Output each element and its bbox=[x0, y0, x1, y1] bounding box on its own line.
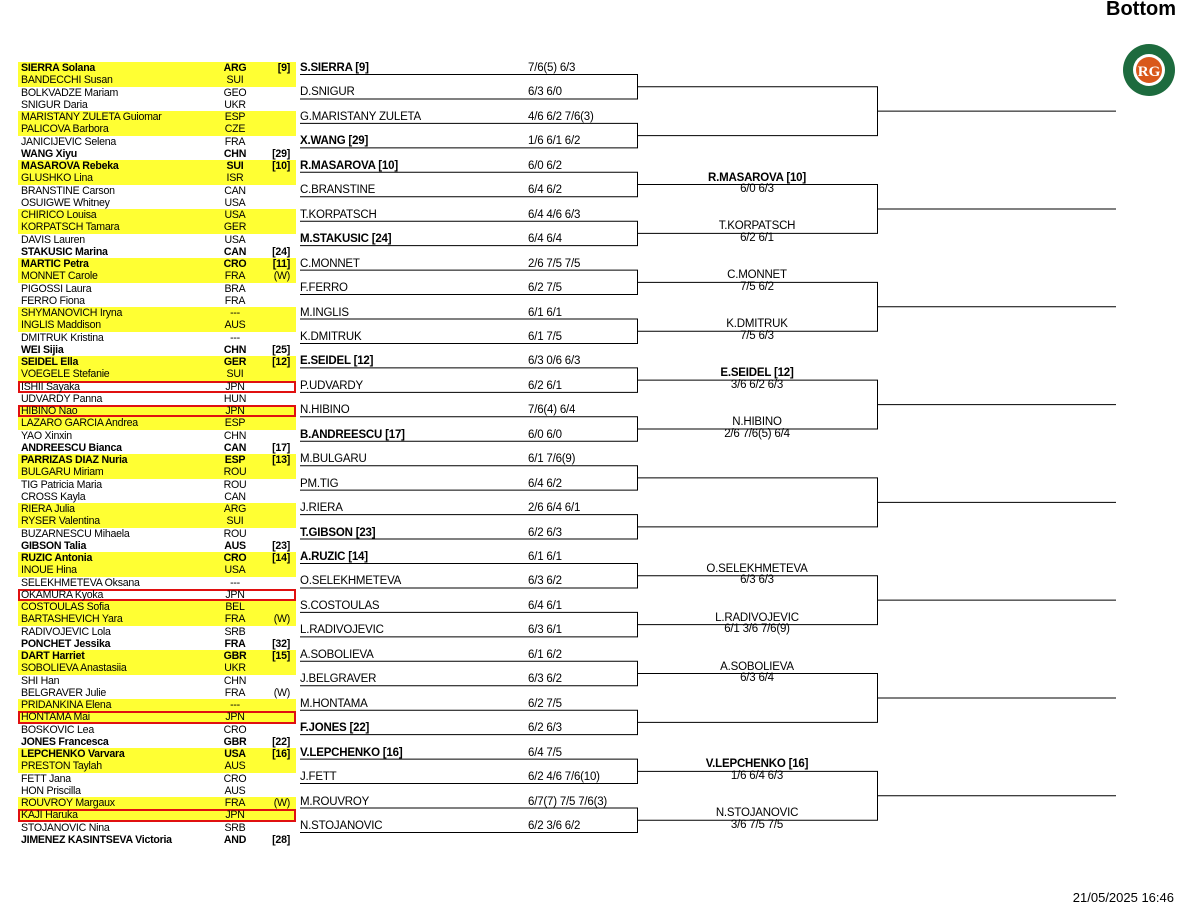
player-nationality: GER bbox=[223, 356, 247, 368]
player-name: OSUIGWE Whitney bbox=[21, 196, 110, 209]
round1-score: 6/3 6/2 bbox=[528, 673, 562, 686]
player-nationality: ARG bbox=[223, 62, 247, 74]
round1-score: 1/6 6/1 6/2 bbox=[528, 135, 581, 148]
player-seed: (W) bbox=[273, 686, 290, 699]
round2-player: E.SEIDEL [12] bbox=[720, 367, 794, 380]
round1-score: 6/4 7/5 bbox=[528, 746, 562, 759]
round2-entry bbox=[638, 564, 876, 587]
round1-entry bbox=[300, 796, 637, 808]
round1-player: C.MONNET bbox=[300, 257, 360, 270]
player-name: BULGARU Miriam bbox=[21, 466, 104, 479]
round1-player: F.JONES [22] bbox=[300, 722, 370, 735]
player-nationality: CAN bbox=[223, 441, 247, 454]
player-name: LAZARO GARCIA Andrea bbox=[21, 417, 138, 430]
player-seed: [25] bbox=[272, 343, 290, 356]
player-nationality: USA bbox=[224, 209, 246, 221]
round1-entry bbox=[300, 233, 637, 245]
round1-score: 6/2 6/3 bbox=[528, 722, 562, 735]
round1-entry bbox=[300, 453, 637, 465]
round2-entry bbox=[638, 221, 876, 244]
player-seed: [16] bbox=[272, 748, 290, 760]
round2-score: 2/6 7/6(5) 6/4 bbox=[724, 427, 790, 440]
player-name: JONES Francesca bbox=[21, 735, 109, 748]
player-name: BRANSTINE Carson bbox=[21, 184, 115, 197]
player-nationality: SRB bbox=[224, 821, 246, 834]
player-nationality: ESP bbox=[224, 417, 246, 430]
player-nationality: FRA bbox=[224, 686, 246, 699]
player-nationality: JPN bbox=[225, 809, 245, 822]
player-name: MASAROVA Rebeka bbox=[21, 160, 119, 172]
player-nationality: ROU bbox=[223, 478, 247, 491]
player-name: SOBOLIEVA Anastasiia bbox=[21, 662, 127, 675]
round1-player: V.LEPCHENKO [16] bbox=[300, 746, 403, 759]
player-nationality: CHN bbox=[223, 147, 247, 160]
player-nationality: --- bbox=[230, 576, 240, 589]
player-seed: [23] bbox=[272, 539, 290, 552]
player-nationality: UKR bbox=[224, 98, 246, 111]
player-nationality: ISR bbox=[226, 172, 244, 185]
round1-player: R.MASAROVA [10] bbox=[300, 159, 398, 172]
player-name: INOUE Hina bbox=[21, 564, 77, 577]
player-nationality: FRA bbox=[224, 294, 246, 307]
player-seed: [22] bbox=[272, 735, 290, 748]
round1-score: 6/0 6/2 bbox=[528, 159, 562, 172]
round1-entry bbox=[300, 600, 637, 612]
player-name: PALICOVA Barbora bbox=[21, 123, 109, 136]
player-name: YAO Xinxin bbox=[21, 429, 72, 442]
player-name: RIERA Julia bbox=[21, 503, 75, 515]
player-nationality: ROU bbox=[223, 527, 247, 540]
player-name: ROUVROY Margaux bbox=[21, 797, 115, 809]
player-nationality: SUI bbox=[226, 160, 244, 172]
round1-player: X.WANG [29] bbox=[300, 135, 369, 148]
round1-player: L.RADIVOJEVIC bbox=[300, 624, 384, 637]
player-nationality: AUS bbox=[224, 784, 246, 797]
round1-entry bbox=[300, 404, 637, 416]
round1-player: P.UDVARDY bbox=[300, 379, 363, 392]
round2-player: R.MASAROVA [10] bbox=[708, 171, 806, 184]
round1-score: 6/1 7/6(9) bbox=[528, 453, 576, 466]
player-name: JIMENEZ KASINTSEVA Victoria bbox=[21, 833, 172, 846]
round1-player: A.RUZIC [14] bbox=[300, 551, 368, 563]
round1-score: 7/6(4) 6/4 bbox=[528, 404, 576, 417]
round1-score: 6/4 6/4 bbox=[528, 233, 562, 246]
player-nationality: FRA bbox=[224, 135, 246, 148]
player-nationality: USA bbox=[224, 564, 246, 577]
round1-player: PM.TIG bbox=[300, 477, 339, 490]
round1-score: 6/2 7/5 bbox=[528, 282, 562, 295]
player-nationality: SUI bbox=[226, 368, 244, 381]
round2-player: N.HIBINO bbox=[732, 416, 782, 429]
player-nationality: GBR bbox=[223, 735, 247, 748]
player-name: KAJI Haruka bbox=[21, 809, 78, 822]
player-name: HONTAMA Mai bbox=[21, 711, 90, 724]
player-nationality: USA bbox=[224, 748, 246, 760]
player-nationality: CRO bbox=[223, 258, 247, 270]
round1-score: 6/2 6/3 bbox=[528, 526, 562, 539]
player-name: INGLIS Maddison bbox=[21, 319, 101, 332]
round2-score: 3/6 6/2 6/3 bbox=[730, 378, 784, 391]
player-nationality: USA bbox=[224, 233, 246, 246]
player-seed: [13] bbox=[272, 454, 290, 466]
round1-entry bbox=[300, 698, 637, 710]
player-name: KORPATSCH Tamara bbox=[21, 221, 120, 234]
round1-player: M.HONTAMA bbox=[300, 697, 368, 710]
round1-player: M.ROUVROY bbox=[300, 795, 370, 808]
player-nationality: CAN bbox=[224, 490, 246, 503]
player-name: VOEGELE Stefanie bbox=[21, 368, 110, 381]
round2-score: 6/1 3/6 7/6(9) bbox=[724, 623, 790, 636]
player-nationality: JPN bbox=[225, 405, 245, 417]
round1-entry bbox=[300, 355, 637, 367]
player-seed: [17] bbox=[272, 441, 290, 454]
player-name: DAVIS Lauren bbox=[21, 233, 85, 246]
player-name: STAKUSIC Marina bbox=[21, 245, 108, 258]
player-name: SNIGUR Daria bbox=[21, 98, 88, 111]
round2-player: N.STOJANOVIC bbox=[715, 807, 799, 820]
player-name: PIGOSSI Laura bbox=[21, 282, 92, 295]
round1-score: 6/1 7/5 bbox=[528, 330, 562, 343]
round2-player: C.MONNET bbox=[727, 269, 787, 282]
player-name: LEPCHENKO Varvara bbox=[21, 748, 125, 760]
round1-player: T.KORPATSCH bbox=[300, 208, 377, 221]
round2-player: L.RADIVOJEVIC bbox=[715, 611, 799, 624]
player-name: PARRIZAS DIAZ Nuria bbox=[21, 454, 128, 466]
round2-entry bbox=[638, 759, 876, 782]
round1-player: J.BELGRAVER bbox=[300, 673, 377, 686]
round2-entry bbox=[638, 368, 876, 391]
player-nationality: CRO bbox=[223, 772, 247, 785]
player-seed: [11] bbox=[272, 258, 290, 270]
round2-score: 6/3 6/3 bbox=[740, 574, 774, 587]
round1-player: S.SIERRA [9] bbox=[300, 62, 369, 74]
player-nationality: AND bbox=[223, 833, 247, 846]
round2-player: T.KORPATSCH bbox=[718, 220, 796, 233]
player-seed: [24] bbox=[272, 245, 290, 258]
player-nationality: ESP bbox=[224, 454, 246, 466]
player-name: SELEKHMETEVA Oksana bbox=[21, 576, 140, 589]
round1-score: 6/1 6/1 bbox=[528, 306, 562, 319]
round2-score: 7/5 6/2 bbox=[740, 280, 774, 293]
round1-entry bbox=[300, 624, 637, 636]
player-seed: [15] bbox=[272, 650, 290, 662]
round2-entry bbox=[638, 173, 876, 196]
round1-score: 6/7(7) 7/5 7/6(3) bbox=[528, 795, 608, 808]
player-nationality: AUS bbox=[224, 319, 246, 332]
player-nationality: AUS bbox=[224, 760, 246, 773]
round1-entry bbox=[300, 258, 637, 270]
player-nationality: --- bbox=[230, 307, 240, 319]
round1-player: A.SOBOLIEVA bbox=[300, 648, 374, 661]
player-name: UDVARDY Panna bbox=[21, 392, 103, 405]
player-nationality: GER bbox=[223, 221, 247, 234]
player-name: WANG Xiyu bbox=[21, 147, 78, 160]
player-name: BELGRAVER Julie bbox=[21, 686, 106, 699]
player-name: GIBSON Talia bbox=[21, 539, 87, 552]
round1-entry bbox=[300, 135, 637, 147]
round1-player: M.INGLIS bbox=[300, 306, 349, 319]
player-name: SEIDEL Ella bbox=[21, 356, 79, 368]
round1-entry bbox=[300, 722, 637, 734]
player-nationality: GEO bbox=[223, 86, 247, 99]
round1-entry bbox=[300, 86, 637, 98]
round1-player: J.RIERA bbox=[300, 502, 343, 515]
player-nationality: BEL bbox=[225, 601, 245, 613]
round1-entry bbox=[300, 62, 637, 74]
player-nationality: BRA bbox=[224, 282, 246, 295]
round2-player: A.SOBOLIEVA bbox=[720, 660, 794, 673]
player-nationality: ROU bbox=[223, 466, 247, 479]
round2-score: 1/6 6/4 6/3 bbox=[730, 769, 784, 782]
round1-player: T.GIBSON [23] bbox=[300, 526, 376, 539]
player-name: MONNET Carole bbox=[21, 270, 98, 283]
round1-entry bbox=[300, 527, 637, 539]
player-name: PONCHET Jessika bbox=[21, 637, 111, 650]
round1-entry bbox=[300, 184, 637, 196]
player-name: GLUSHKO Lina bbox=[21, 172, 93, 185]
round1-score: 6/2 6/1 bbox=[528, 379, 562, 392]
round2-score: 3/6 7/5 7/5 bbox=[730, 818, 784, 831]
round1-score: 6/4 4/6 6/3 bbox=[528, 208, 581, 221]
round2-score: 6/3 6/4 bbox=[740, 672, 774, 685]
player-name: PRIDANKINA Elena bbox=[21, 699, 112, 711]
player-nationality: JPN bbox=[225, 711, 245, 724]
player-seed: [14] bbox=[272, 552, 290, 564]
round2-entry bbox=[638, 270, 876, 293]
player-nationality: UKR bbox=[224, 662, 246, 675]
round1-player: K.DMITRUK bbox=[300, 330, 362, 343]
player-nationality: AUS bbox=[224, 539, 246, 552]
player-seed: [32] bbox=[272, 637, 290, 650]
round1-player: B.ANDREESCU [17] bbox=[300, 428, 405, 441]
player-name: BOLKVADZE Mariam bbox=[21, 86, 119, 99]
player-name: DMITRUK Kristina bbox=[21, 331, 104, 344]
player-name: SHYMANOVICH Iryna bbox=[21, 307, 123, 319]
round2-entry bbox=[638, 417, 876, 440]
round1-entry bbox=[300, 331, 637, 343]
player-name: SIERRA Solana bbox=[21, 62, 96, 74]
player-nationality: JPN bbox=[225, 380, 245, 393]
player-seed: [12] bbox=[272, 356, 290, 368]
round2-score: 6/2 6/1 bbox=[740, 231, 774, 244]
player-seed: [29] bbox=[272, 147, 290, 160]
round2-entry bbox=[638, 808, 876, 831]
round1-player: M.BULGARU bbox=[300, 453, 367, 466]
round1-score: 6/3 6/0 bbox=[528, 86, 562, 99]
player-seed: [9] bbox=[277, 62, 290, 74]
player-name: SHI Han bbox=[21, 674, 60, 687]
round1-entry bbox=[300, 771, 637, 783]
round1-player: G.MARISTANY ZULETA bbox=[300, 110, 422, 123]
round1-player: D.SNIGUR bbox=[300, 86, 355, 99]
round1-entry bbox=[300, 380, 637, 392]
player-nationality: CZE bbox=[224, 123, 246, 136]
round2-player: K.DMITRUK bbox=[726, 318, 788, 331]
round1-entry bbox=[300, 209, 637, 221]
player-seed: [10] bbox=[272, 160, 290, 172]
round1-entry bbox=[300, 820, 637, 832]
round2-entry bbox=[638, 662, 876, 685]
round1-player: S.COSTOULAS bbox=[300, 599, 380, 612]
player-name: ISHII Sayaka bbox=[21, 380, 80, 393]
player-name: JANICIJEVIC Selena bbox=[21, 135, 117, 148]
round1-player: O.SELEKHMETEVA bbox=[300, 575, 402, 588]
round1-score: 6/0 6/0 bbox=[528, 428, 562, 441]
round1-entry bbox=[300, 575, 637, 587]
round2-player: O.SELEKHMETEVA bbox=[706, 562, 808, 575]
player-seed: (W) bbox=[273, 270, 290, 283]
player-nationality: CHN bbox=[223, 343, 247, 356]
round1-score: 2/6 6/4 6/1 bbox=[528, 502, 581, 515]
round1-score: 7/6(5) 6/3 bbox=[528, 62, 576, 74]
round1-entry bbox=[300, 282, 637, 294]
round1-score: 6/2 3/6 6/2 bbox=[528, 819, 581, 832]
player-nationality: CRO bbox=[223, 723, 247, 736]
player-nationality: FRA bbox=[224, 797, 246, 809]
round1-score: 2/6 7/5 7/5 bbox=[528, 257, 581, 270]
player-seed: (W) bbox=[273, 797, 290, 809]
player-name: HON Priscilla bbox=[21, 784, 81, 797]
round1-entry bbox=[300, 429, 637, 441]
player-name: BUZARNESCU Mihaela bbox=[21, 527, 130, 540]
player-name: PRESTON Taylah bbox=[21, 760, 102, 773]
round1-score: 6/3 6/1 bbox=[528, 624, 562, 637]
round1-score: 6/3 0/6 6/3 bbox=[528, 355, 581, 368]
round1-player: F.FERRO bbox=[300, 282, 348, 295]
round1-entry bbox=[300, 502, 637, 514]
player-name: DART Harriet bbox=[21, 650, 85, 662]
round1-player: M.STAKUSIC [24] bbox=[300, 233, 392, 246]
player-nationality: CHN bbox=[223, 429, 247, 442]
round1-score: 6/1 6/1 bbox=[528, 551, 562, 563]
player-name: BANDECCHI Susan bbox=[21, 74, 113, 87]
player-nationality: --- bbox=[230, 699, 240, 711]
player-name: BOSKOVIC Lea bbox=[21, 723, 94, 736]
round1-score: 6/2 7/5 bbox=[528, 697, 562, 710]
round1-entry bbox=[300, 307, 637, 319]
round1-entry bbox=[300, 111, 637, 123]
round1-player: J.FETT bbox=[300, 771, 337, 784]
player-name: ANDREESCU Bianca bbox=[21, 441, 122, 454]
round1-entry bbox=[300, 551, 637, 563]
round1-score: 6/2 4/6 7/6(10) bbox=[528, 771, 600, 784]
player-nationality: SRB bbox=[224, 625, 246, 638]
player-nationality: FRA bbox=[224, 613, 246, 626]
player-nationality: ARG bbox=[223, 503, 247, 515]
player-nationality: --- bbox=[230, 331, 240, 344]
round1-player: N.STOJANOVIC bbox=[300, 819, 383, 832]
player-name: BARTASHEVICH Yara bbox=[21, 613, 123, 626]
player-name: MARISTANY ZULETA Guiomar bbox=[21, 111, 162, 123]
round1-score: 6/3 6/2 bbox=[528, 575, 562, 588]
player-name: HIBINO Nao bbox=[21, 405, 78, 417]
round1-player: C.BRANSTINE bbox=[300, 184, 376, 197]
player-name: CHIRICO Louisa bbox=[21, 209, 97, 221]
player-name: RADIVOJEVIC Lola bbox=[21, 625, 111, 638]
player-nationality: CAN bbox=[224, 184, 246, 197]
player-name: FERRO Fiona bbox=[21, 294, 85, 307]
svg-text:RG: RG bbox=[1137, 64, 1161, 80]
player-name: FETT Jana bbox=[21, 772, 71, 785]
player-nationality: FRA bbox=[224, 637, 246, 650]
round1-player: E.SEIDEL [12] bbox=[300, 355, 374, 368]
player-nationality: GBR bbox=[223, 650, 247, 662]
round1-entry bbox=[300, 160, 637, 172]
player-nationality: HUN bbox=[223, 392, 247, 405]
round1-entry bbox=[300, 747, 637, 759]
player-nationality: JPN bbox=[225, 588, 245, 601]
round1-score: 6/4 6/1 bbox=[528, 599, 562, 612]
player-name: WEI Sijia bbox=[21, 343, 64, 356]
round2-entry bbox=[638, 319, 876, 342]
round2-player: V.LEPCHENKO [16] bbox=[705, 758, 809, 771]
round1-player: N.HIBINO bbox=[300, 404, 350, 417]
timestamp: 21/05/2025 16:46 bbox=[1072, 890, 1174, 905]
player-name: MARTIC Petra bbox=[21, 258, 89, 270]
round1-entry bbox=[300, 649, 637, 661]
player-nationality: ESP bbox=[224, 111, 246, 123]
player-nationality: CAN bbox=[223, 245, 247, 258]
player-nationality: CHN bbox=[223, 674, 247, 687]
round1-score: 6/1 6/2 bbox=[528, 648, 562, 661]
round1-entry bbox=[300, 673, 637, 685]
round2-score: 6/0 6/3 bbox=[740, 183, 774, 196]
player-name: CROSS Kayla bbox=[21, 490, 86, 503]
player-seed: [28] bbox=[272, 833, 290, 846]
page-title: Bottom bbox=[1106, 0, 1176, 20]
player-nationality: USA bbox=[224, 196, 246, 209]
player-name: STOJANOVIC Nina bbox=[21, 821, 110, 834]
player-nationality: CRO bbox=[223, 552, 247, 564]
round2-entry bbox=[638, 613, 876, 636]
player-name: TIG Patricia Maria bbox=[21, 478, 102, 491]
round1-score: 6/4 6/2 bbox=[528, 184, 562, 197]
player-name: RUZIC Antonia bbox=[21, 552, 93, 564]
round2-score: 7/5 6/3 bbox=[740, 329, 774, 342]
round1-entry bbox=[300, 478, 637, 490]
player-name: OKAMURA Kyoka bbox=[21, 588, 104, 601]
player-name: COSTOULAS Sofia bbox=[21, 601, 110, 613]
player-nationality: FRA bbox=[224, 270, 246, 283]
round1-score: 4/6 6/2 7/6(3) bbox=[528, 110, 594, 123]
player-name: RYSER Valentina bbox=[21, 515, 100, 528]
player-seed: (W) bbox=[273, 613, 290, 626]
player-nationality: SUI bbox=[226, 74, 244, 87]
player-nationality: SUI bbox=[226, 515, 244, 528]
round1-score: 6/4 6/2 bbox=[528, 477, 562, 490]
